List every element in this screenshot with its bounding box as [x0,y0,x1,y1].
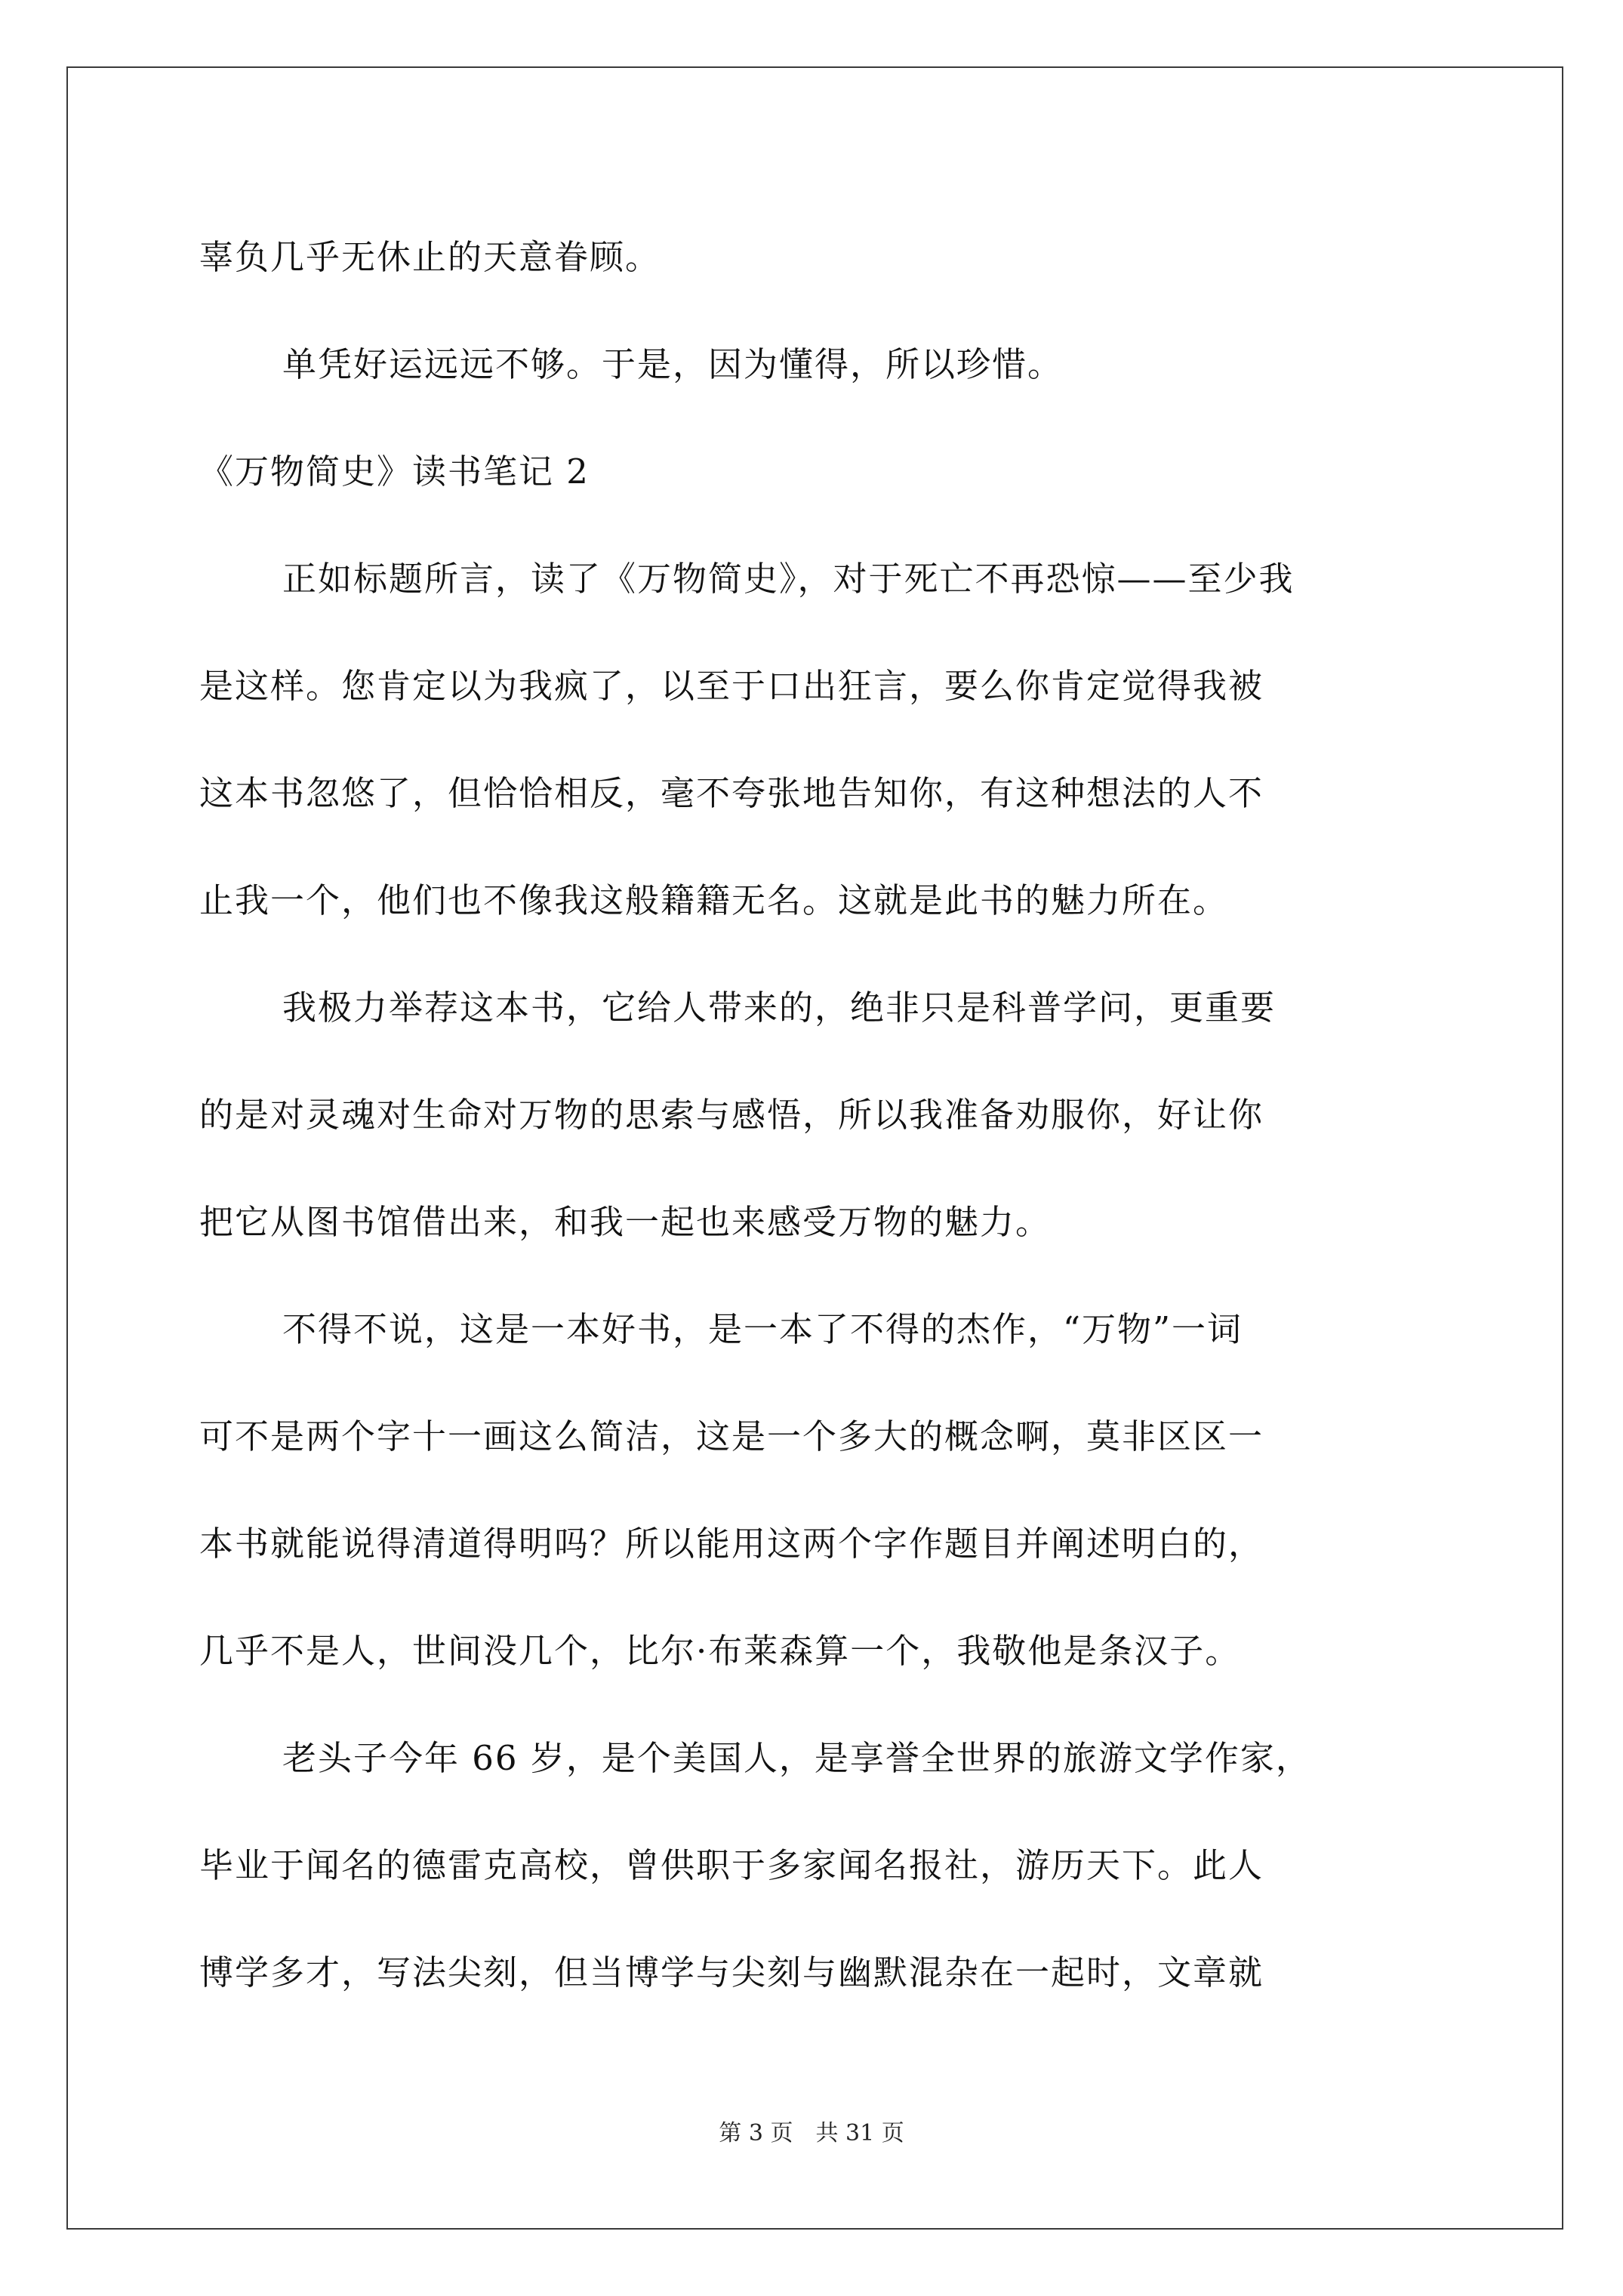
document-body [199,204,1452,2026]
text-line: 是这样。您肯定以为我疯了，以至于口出狂言，要么你肯定觉得我被 [199,666,1264,706]
section-heading: 《万物简史》读书笔记 2 [199,451,590,492]
text-line: 博学多才，写法尖刻，但当博学与尖刻与幽默混杂在一起时，文章就 [199,1952,1264,1992]
text-line: 我极力举荐这本书，它给人带来的，绝非只是科普学问，更重要 [282,988,1277,1028]
text-line: 单凭好运远远不够。于是，因为懂得，所以珍惜。 [282,344,1064,384]
text-line: 把它从图书馆借出来，和我一起也来感受万物的魅力。 [199,1202,1052,1242]
text-line: 这本书忽悠了，但恰恰相反，毫不夸张地告知你，有这种想法的人不 [199,773,1264,813]
page-number: 第 3 页 共 31 页 [719,2120,904,2147]
text-line: 本书就能说得清道得明吗？所以能用这两个字作题目并阐述明白的， [199,1524,1264,1564]
text-line: 不得不说，这是一本好书，是一本了不得的杰作，“万物”一词 [282,1309,1243,1349]
text-line: 止我一个，他们也不像我这般籍籍无名。这就是此书的魅力所在。 [199,880,1229,920]
text-line: 毕业于闻名的德雷克高校，曾供职于多家闻名报社，游历天下。此人 [199,1845,1264,1885]
text-line: 正如标题所言，读了《万物简史》，对于死亡不再恐惊——至少我 [282,559,1295,599]
text-line: 辜负几乎无休止的天意眷顾。 [199,237,661,277]
text-line: 几乎不是人，世间没几个，比尔·布莱森算一个，我敬他是条汉子。 [199,1631,1241,1671]
text-line: 可不是两个字十一画这么简洁，这是一个多大的概念啊，莫非区区一 [199,1416,1264,1456]
text-line: 老头子今年 66 岁，是个美国人，是享誉全世界的旅游文学作家， [282,1738,1311,1778]
text-line: 的是对灵魂对生命对万物的思索与感悟，所以我准备劝服你，好让你 [199,1095,1264,1135]
